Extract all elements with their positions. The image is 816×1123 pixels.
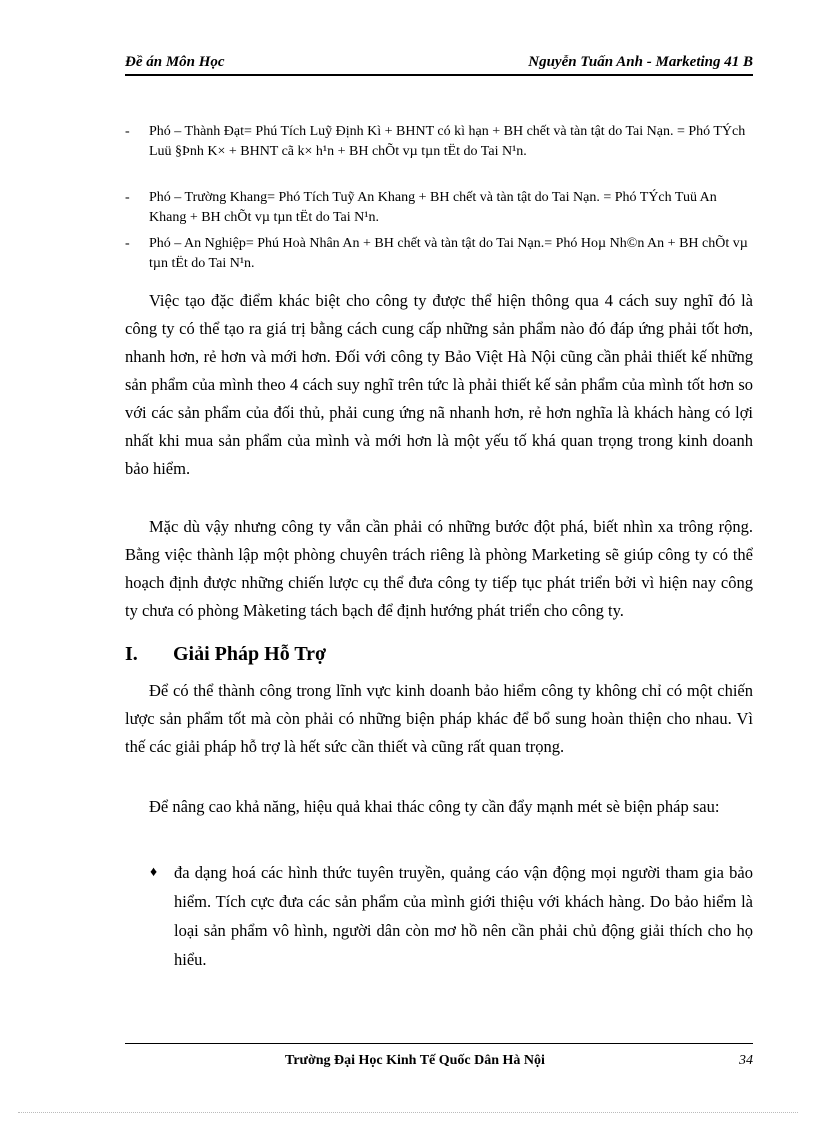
bullet-text: Phó – Trường Khang= Phó Tích Tuỹ An Khang + BH chết và tàn tật do Tai Nạn. = Phó TÝch Tuü An Khang + BH chÕt vµ tµn tËt do Tai N¹n. [149, 190, 717, 225]
bullet-text: Phó – Thành Đạt= Phú Tích Luỹ Định Kì + BHNT có kì hạn + BH chết và tàn tật do Tai Nạn. = Phó TÝch Luü §Þnh K× + BHNT cã k× h¹n + BH chÕt vµ tµn tËt do Tai N¹n. [149, 124, 746, 159]
paragraph-differentiation: Việc tạo đặc điểm khác biệt cho công ty được thể hiện thông qua 4 cách suy nghĩ đó là công ty có thể tạo ra giá trị bằng cách cung cấp những sản phẩm nào đó đáp ứng phải tốt hơn, nhanh hơn, rẻ hơn và mới hơn. Đối với công ty Bảo Việt Hà Nội cũng cần phải thiết kế những sản phẩm của mình theo 4 cách suy nghĩ trên tức là phải thiết kế sản phẩm của mình tốt hơn so với các sản phẩm của đối thủ, phải cung ứng nã nhanh hơn, rẻ hơn nghĩa là khách hàng có lợi nhất khi mua sản phẩm của mình và mới hơn là một yếu tố khá quan trọng trong kinh doanh bảo hiểm. [125, 291, 753, 478]
diamond-bullet-item [150, 858, 753, 974]
bullet-item [125, 234, 753, 274]
footer-school: Trường Đại Học Kinh Tế Quốc Dân Hà Nội [285, 1053, 545, 1068]
diamond-bullet-icon: ♦ [150, 865, 158, 880]
section-number: I. [125, 643, 138, 665]
header-author: Nguyễn Tuấn Anh - Marketing 41 B [528, 54, 753, 70]
page-header [125, 52, 753, 76]
paragraph-measures-intro: Để nâng cao khả năng, hiệu quả khai thác công ty cần đẩy mạnh mét sè biện pháp sau: [149, 797, 720, 816]
bullet-text: Phó – An Nghiệp= Phú Hoà Nhân An + BH chết và tàn tật do Tai Nạn.= Phó Hoµ Nh©n An + BH chÕt vµ tµn tËt do Tai N¹n. [149, 236, 748, 271]
paragraph-support-solutions: Để có thể thành công trong lĩnh vực kinh doanh bảo hiểm công ty không chỉ có một chiến lược sản phẩm tốt mà còn phải có những biện pháp khác để bổ sung hoàn thiện cho nhau. Vì thế các giải pháp hỗ trợ là hết sức cần thiết và cũng rất quan trọng. [125, 681, 753, 756]
bullet-dash: - [125, 236, 130, 251]
bullet-item [125, 122, 753, 162]
page-edge-divider [18, 1112, 798, 1113]
bullet-dash: - [125, 124, 130, 139]
section-title: Giải Pháp Hỗ Trợ [173, 643, 327, 665]
bullet-item [125, 188, 753, 228]
bullet-dash: - [125, 190, 130, 205]
page-number: 34 [739, 1053, 753, 1068]
footer-divider [125, 1043, 753, 1044]
paragraph-marketing-dept: Mặc dù vậy nhưng công ty vẫn cần phải có những bước đột phá, biết nhìn xa trông rộng. Bằng việc thành lập một phòng chuyên trách riêng là phòng Marketing sẽ giúp công ty có thể hoạch định được những chiến lược cụ thể đưa công ty tiếp tục phát triển bởi vì hiện nay công ty chưa có phòng Màketing tách bạch để định hướng phát triển cho công ty. [125, 517, 753, 620]
header-course-title: Đề án Môn Học [125, 54, 225, 70]
diamond-bullet-text: đa dạng hoá các hình thức tuyên truyền, quảng cáo vận động mọi người tham gia bảo hiểm. Tích cực đưa các sản phẩm của mình giới thiệu với khách hàng. Do bảo hiểm là loại sản phẩm vô hình, người dân còn mơ hồ nên cần phải chủ động giải thích cho họ hiểu. [174, 863, 753, 969]
